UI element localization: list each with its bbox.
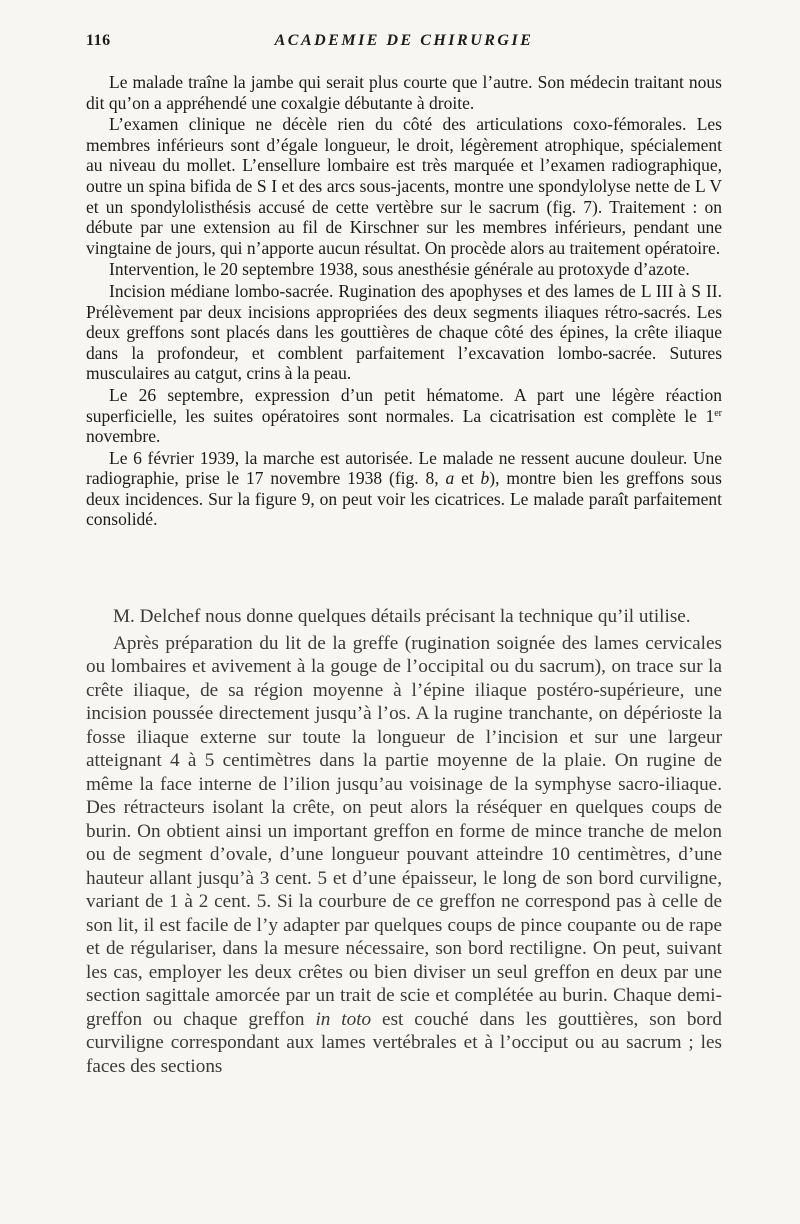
text-run: est couché dans les gouttières, son bord curviligne correspondant aux lames vertébrales et à l’occiput ou au sacrum ; les faces des sections bbox=[86, 1008, 722, 1077]
paragraph: M. Delchef nous donne quelques détails précisant la technique qu’il utilise. bbox=[113, 606, 691, 627]
paragraph: L’examen clinique ne décèle rien du côté des articulations coxo-fémorales. Les membres inférieurs sont d’égale longueur, le droit, légèrement atrophique, spécialement au niveau du mollet. L’ensellure lombaire est très marquée et l’examen radiographique, outre un spina bifida de S I et des arcs sous-jacents, montre une spondylolyse nette de L V et un spondylolisthésis accusé de cette vertèbre sur le sacrum (fig. 7). Traitement : on débute par une extension au fil de Kirschner sur les membres inférieurs, pendant une vingtaine de jours, qui n’apporte aucun résultat. On procède alors au traitement opératoire. bbox=[86, 114, 722, 258]
paragraph bbox=[86, 632, 722, 1079]
running-head: ACADEMIE DE CHIRURGIE bbox=[274, 32, 534, 49]
italic-text: in toto bbox=[315, 1008, 372, 1030]
text-run: Après préparation du lit de la greffe (rugination soignée des lames cervicales ou lombaires et avivement à la gouge de l’occipital ou du sacrum), on trace sur la crête iliaque, de sa région moyenne à l’épine iliaque postéro-supérieure, une incision poussée directement jusqu’à l’os. A la rugine tranchante, on dépérioste la fosse iliaque externe sur toute la longueur de l’incision et sur une largeur atteignant 4 à 5 centimètres dans la partie moyenne de la plaie. On rugine de même la face interne de l’ilion jusqu’au voisinage de la symphyse sacro-iliaque. Des rétracteurs isolant la crête, on peut alors la réséquer en quelques coups de burin. On obtient ainsi un important greffon en forme de mince tranche de melon ou de segment d’ovale, d’une longueur pouvant atteindre 10 centimètres, d’une hauteur allant jusqu’à 3 cent. 5 et d’une épaisseur, le long de son bord curviligne, variant de 1 à 2 cent. 5. Si la courbure de ce greffon ne correspond pas à celle de son lit, il est facile de l’y adapter par quelques coups de pince coupante ou de rape et de régulariser, dans la mesure nécessaire, son bord rectiligne. On peut, suivant les cas, employer les deux crêtes ou bien diviser un seul greffon en deux par une section sagittale amorcée par un trait de scie et complétée au burin. Chaque demi-greffon ou chaque greffon bbox=[86, 632, 722, 1030]
text-run: novembre. bbox=[86, 426, 161, 447]
text-run: ), montre bien les greffons sous deux incidences. Sur la figure 9, on peut voir les cicatrices. Le malade paraît parfaitement consolidé. bbox=[86, 468, 722, 530]
paragraph: Le malade traîne la jambe qui serait plus courte que l’autre. Son médecin traitant nous dit qu’on a appréhendé une coxalgie débutante à droite. bbox=[86, 72, 722, 113]
paragraph: Intervention, le 20 septembre 1938, sous anesthésie générale au protoxyde d’azote. bbox=[109, 259, 690, 280]
paragraph: Incision médiane lombo-sacrée. Rugination des apophyses et des lames de L III à S II. Prélèvement par deux incisions appropriées des deux segments iliaques rétro-sacrés. Les deux greffons sont placés dans les gouttières de chaque côté des épines, la crête iliaque dans la profondeur, et comblent parfaitement l’excavation lombo-sacrée. Sutures musculaires au catgut, crins à la peau. bbox=[86, 280, 722, 384]
paragraph bbox=[86, 448, 722, 530]
text-run: Le 26 septembre, expression d’un petit hématome. A part une légère réaction superficielle, les suites opératoires sont normales. La cicatrisation est complète le 1 bbox=[86, 384, 722, 426]
italic-text: a bbox=[445, 468, 455, 489]
text-run: Le 6 février 1939, la marche est autorisée. Le malade ne ressent aucune douleur. Une radiographie, prise le 17 novembre 1938 (fig. 8, bbox=[86, 447, 722, 489]
paragraph bbox=[86, 385, 722, 447]
page-number: 116 bbox=[86, 32, 111, 49]
case-report-section bbox=[86, 72, 722, 531]
italic-text: b bbox=[480, 468, 490, 489]
page-header bbox=[86, 32, 722, 54]
discussion-section bbox=[86, 605, 722, 1081]
text-run: et bbox=[454, 468, 481, 489]
superscript: er bbox=[714, 407, 722, 419]
